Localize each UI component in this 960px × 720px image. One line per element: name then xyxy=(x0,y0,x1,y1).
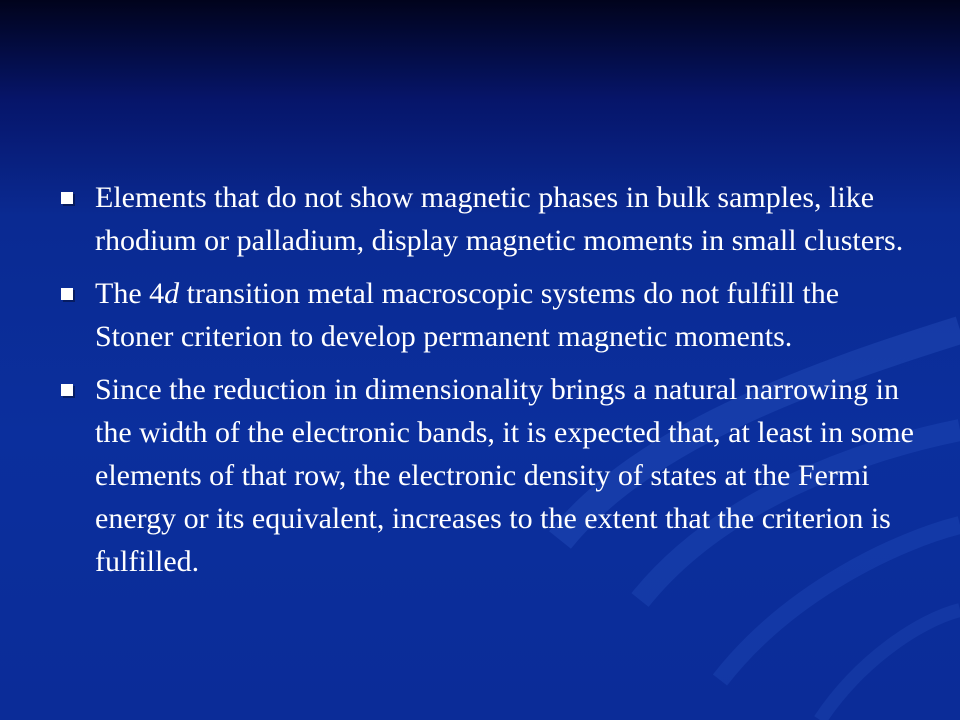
bullet-item-3 xyxy=(58,368,918,583)
swoosh-arc-lower xyxy=(820,610,960,720)
bullet-text-2-after: transition metal macroscopic systems do not fulfill the Stoner criterion to develop permanent magnetic moments. xyxy=(95,277,840,353)
bullet-text-2-before: The 4 xyxy=(95,277,165,310)
bullet-text-3: Since the reduction in dimensionality brings a natural narrowing in the width of the electronic bands, it is expected that, at least in some elements of that row, the electronic density of states at the Fermi energy or its equivalent, increases to the extent that the criterion is fulfilled. xyxy=(95,373,914,578)
square-bullet-icon xyxy=(61,288,73,300)
bullet-text-2 xyxy=(95,277,839,353)
bullet-text-2-italic: d xyxy=(164,277,180,310)
bullet-list xyxy=(58,176,918,593)
square-bullet-icon xyxy=(61,384,73,396)
bullet-item-2 xyxy=(58,272,918,358)
bullet-text-1: Elements that do not show magnetic phases in bulk samples, like rhodium or palladium, display magnetic moments in small clusters. xyxy=(95,181,904,257)
square-bullet-icon xyxy=(61,192,73,204)
bullet-item-1 xyxy=(58,176,918,262)
